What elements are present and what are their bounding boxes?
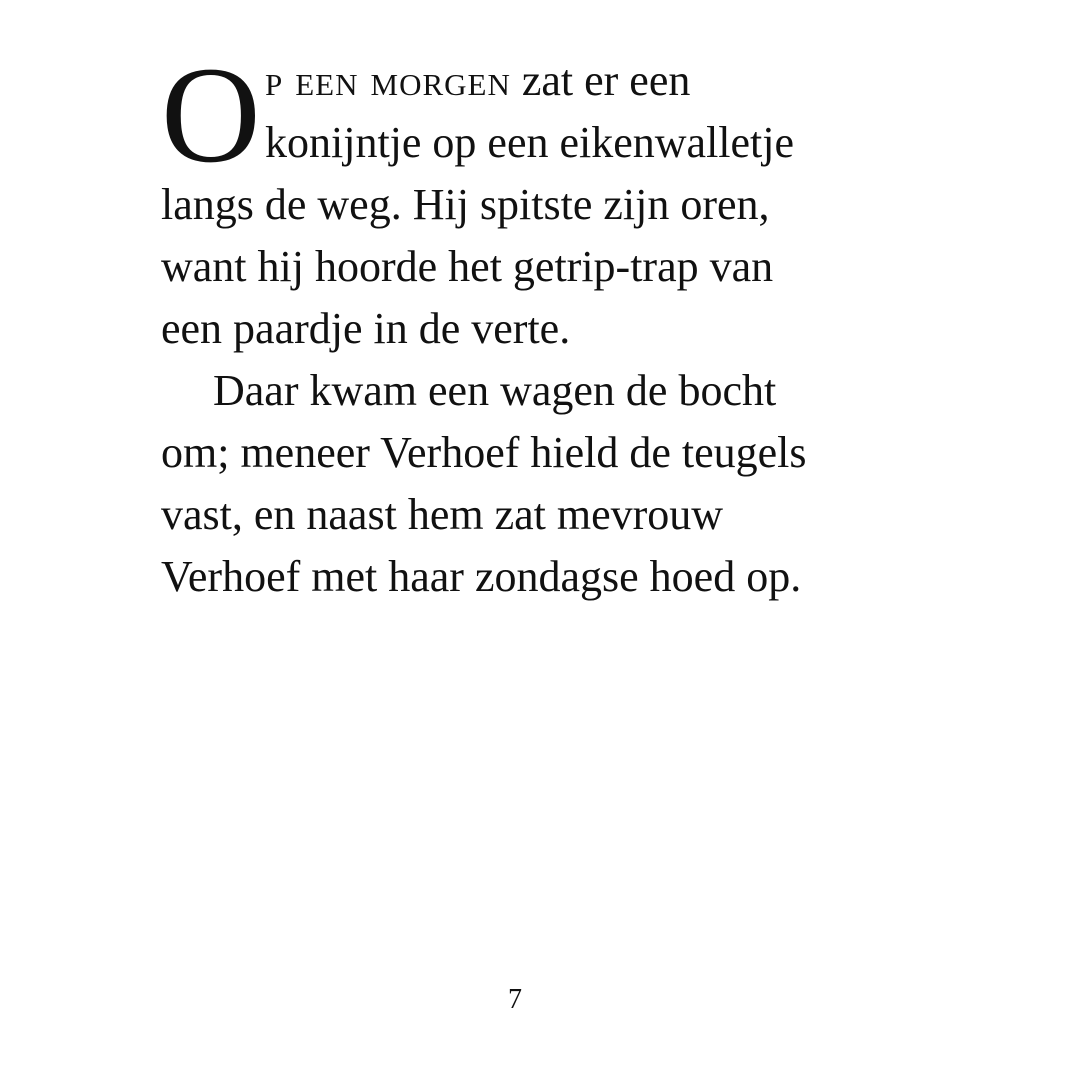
paragraph-1-line-2: konijntje op een eikenwalletje xyxy=(265,118,795,167)
paragraph-2-line-4: Verhoef met haar zondagse hoed op. xyxy=(161,552,802,601)
paragraph-1-line-3: langs de weg. Hij spitste zijn oren, xyxy=(161,180,770,229)
opening-small-caps: p een morgen xyxy=(265,56,511,105)
drop-cap-letter: O xyxy=(161,38,261,191)
paragraph-2-line-3: vast, en naast hem zat mevrouw xyxy=(161,490,724,539)
paragraph-2-line-2: om; meneer Verhoef hield de teugels xyxy=(161,428,807,477)
paragraph-1-line-4: want hij hoorde het getrip-trap van xyxy=(161,242,774,291)
paragraph-2-line-1: Daar kwam een wagen de bocht xyxy=(213,366,777,415)
paragraph-1 xyxy=(161,50,941,360)
body-text xyxy=(161,50,941,608)
page-number: 7 xyxy=(508,984,522,1015)
paragraph-1-line-5: een paardje in de verte. xyxy=(161,304,571,353)
paragraph-2 xyxy=(161,360,941,608)
paragraph-1-line-1 xyxy=(161,50,941,112)
paragraph-1-line-1-rest: zat er een xyxy=(510,56,691,105)
